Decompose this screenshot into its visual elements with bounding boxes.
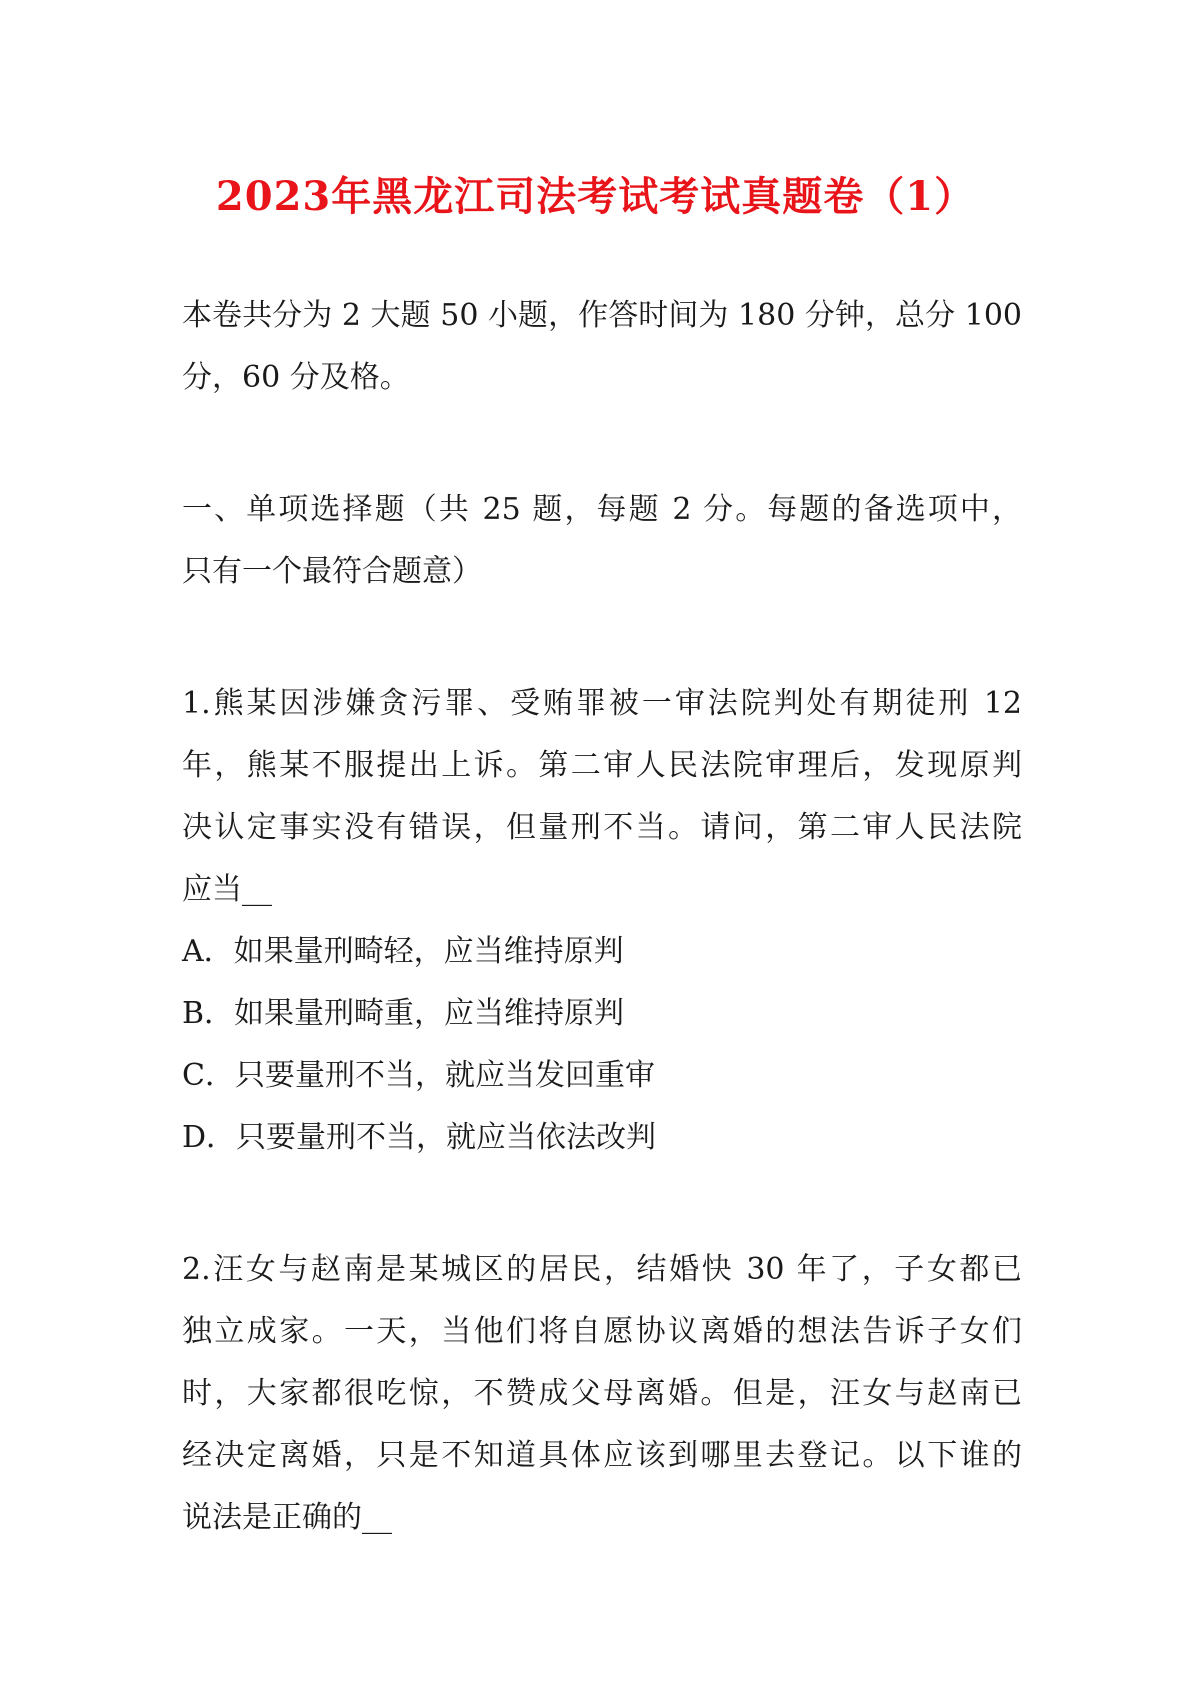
question-2-line: 独立成家。一天，当他们将自愿协议离婚的想法告诉子女们 <box>182 1314 1022 1349</box>
question-1-option-b: B．如果量刑畸重，应当维持原判 <box>182 996 625 1031</box>
document-title: 2023年黑龙江司法考试考试真题卷（1） <box>215 173 976 220</box>
question-1-option-d: D．只要量刑不当，就应当依法改判 <box>182 1120 657 1155</box>
section-heading-line: 只有一个最符合题意） <box>182 554 482 589</box>
question-2-line: 说法是正确的__ <box>182 1500 392 1535</box>
document-body <box>182 285 1022 1549</box>
question-1-line: 年，熊某不服提出上诉。第二审人民法院审理后，发现原判 <box>182 748 1022 783</box>
intro-line: 分，60 分及格。 <box>182 360 410 395</box>
question-2-line: 经决定离婚，只是不知道具体应该到哪里去登记。以下谁的 <box>182 1438 1022 1473</box>
intro-paragraph <box>182 285 1022 409</box>
question-1 <box>182 673 1022 1169</box>
question-1-option-a: A．如果量刑畸轻，应当维持原判 <box>182 934 624 969</box>
question-1-option-c: C．只要量刑不当，就应当发回重审 <box>182 1058 655 1093</box>
intro-line: 本卷共分为 2 大题 50 小题，作答时间为 180 分钟，总分 100 <box>182 298 1022 333</box>
question-1-line: 1.熊某因涉嫌贪污罪、受贿罪被一审法院判处有期徒刑 12 <box>182 686 1022 721</box>
section-heading <box>182 479 1022 603</box>
question-2-line: 时，大家都很吃惊，不赞成父母离婚。但是，汪女与赵南已 <box>182 1376 1022 1411</box>
question-1-line: 决认定事实没有错误，但量刑不当。请问，第二审人民法院 <box>182 810 1022 845</box>
question-2 <box>182 1239 1022 1549</box>
question-1-line: 应当__ <box>182 872 272 907</box>
section-heading-line: 一、单项选择题（共 25 题，每题 2 分。每题的备选项中， <box>182 492 1022 527</box>
question-2-line: 2.汪女与赵南是某城区的居民，结婚快 30 年了，子女都已 <box>182 1252 1022 1287</box>
